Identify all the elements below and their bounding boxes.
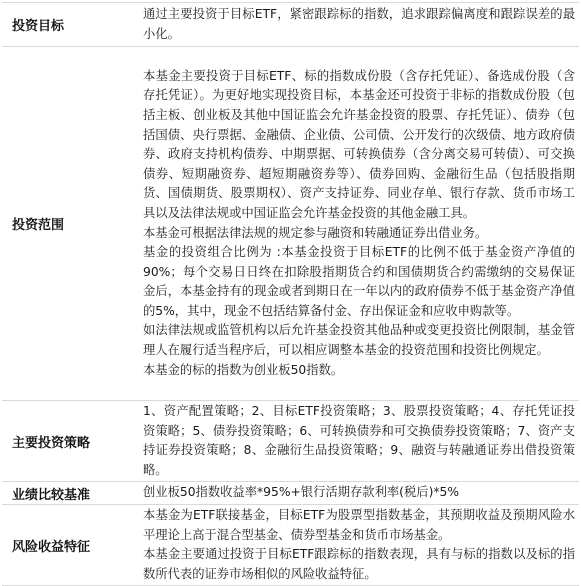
paragraph: 基金的投资组合比例为 :本基金投资于目标ETF的比例不低于基金资产净值的90%；每个交易日日终在扣除股指期货合约和国债期货合约需缴纳的交易保证金后，本基金持有的现金或者到期日在一年以内的政府债券不低于基金资产净值的5%，其中，现金不包括结算备付金、存出保证金和应收申购款等。 xyxy=(143,245,575,318)
row-label: 业绩比较基准 xyxy=(2,482,137,505)
paragraph: 创业板50指数收益率*95%+银行活期存款利率(税后)*5% xyxy=(143,485,460,500)
paragraph: 本基金为ETF联接基金，目标ETF为股票型指数基金，其预期收益及预期风险水平理论上高于混合型基金、债券型基金和货币市场基金。 xyxy=(143,507,575,542)
row-main-strategy xyxy=(2,401,579,482)
row-label: 主要投资策略 xyxy=(2,401,137,482)
paragraph: 通过主要投资于目标ETF，紧密跟踪标的指数，追求跟踪偏离度和跟踪误差的最小化。 xyxy=(143,6,575,41)
paragraph: 如法律法规或监管机构以后允许基金投资其他品种或变更投资比例限制，基金管理人在履行适当程序后，可以相应调整本基金的投资范围和投资比例规定。 xyxy=(143,323,575,358)
row-content xyxy=(137,482,579,505)
row-risk-return xyxy=(2,504,579,585)
row-label: 投资范围 xyxy=(2,47,137,401)
paragraph: 本基金可根据法律法规的规定参与融资和转融通证券出借业务。 xyxy=(143,225,488,240)
paragraph: 1、资产配置策略；2、目标ETF投资策略；3、股票投资策略；4、存托凭证投资策略；5、债券投资策略；6、可转换债券和可交换债券投资策略；7、资产支持证券投资策略；8、金融衍生品投资策略；9、融资与转融通证券出借投资策略。 xyxy=(143,404,575,477)
row-content xyxy=(137,3,579,47)
fund-info-table xyxy=(2,2,579,586)
row-label: 投资目标 xyxy=(2,3,137,47)
paragraph: 本基金的标的指数为创业板50指数。 xyxy=(143,362,344,377)
row-investment-scope xyxy=(2,47,579,401)
row-content xyxy=(137,401,579,482)
row-investment-objective xyxy=(2,3,579,47)
paragraph: 本基金主要通过投资于目标ETF跟踪标的指数表现，具有与标的指数以及标的指数所代表的证券市场相似的风险收益特征。 xyxy=(143,547,575,581)
row-content xyxy=(137,47,579,401)
row-label: 风险收益特征 xyxy=(2,504,137,585)
paragraph: 本基金主要投资于目标ETF、标的指数成份股（含存托凭证）、备选成份股（含存托凭证）。为更好地实现投资目标，本基金还可投资于非标的指数成份股（包括主板、创业板及其他中国证监会允许基金投资的股票、存托凭证）、债券（包括国债、央行票据、金融债、企业债、公司债、公开发行的次级债、地方政府债券、政府支持机构债券、中期票据、可转换债券（含分离交易可转债）、可交换债券、短期融资券、超短期融资券等）、债券回购、金融衍生品（包括股指期货、国债期货、股票期权）、资产支持证券、同业存单、银行存款、货币市场工具以及法律法规或中国证监会允许基金投资的其他金融工具。 xyxy=(143,68,575,220)
row-content xyxy=(137,504,579,585)
row-benchmark xyxy=(2,482,579,505)
